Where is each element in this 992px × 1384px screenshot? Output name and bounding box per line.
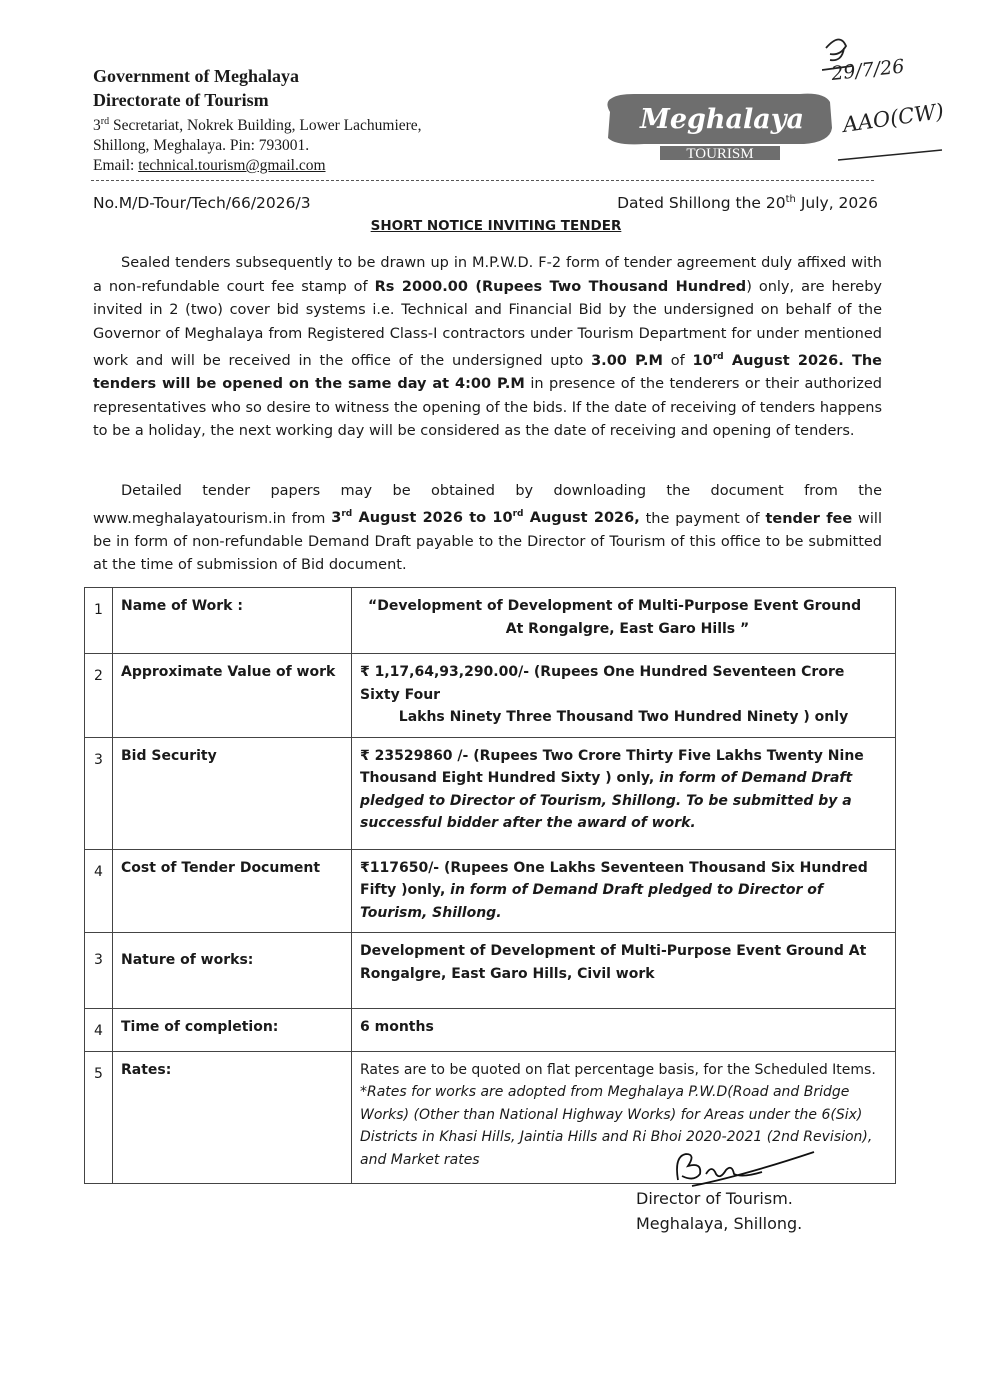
handwritten-aao: AAO(CW) <box>841 99 946 137</box>
row-key: Name of Work : <box>113 588 352 654</box>
paragraph-2: Detailed tender papers may be obtained by downloading the document from the www.meghalayatourism.in from 3rd August 2026 to 10rd August 2026, the payment of tender fee will be in form of non-refundable Demand Draft payable to the Director of Tourism of this office to be submitted at the time of submission of Bid document. <box>93 483 882 574</box>
letterhead <box>93 64 422 176</box>
row-value: “Development of Development of Multi-Purpose Event Ground At Rongalgre, East Garo Hills ” <box>352 588 896 654</box>
table-row <box>85 933 896 1009</box>
row-number: 3 <box>85 737 113 849</box>
row-number: 4 <box>85 1009 113 1052</box>
tender-details-table <box>84 587 896 1184</box>
separator-line <box>91 180 874 181</box>
row-value: 6 months <box>352 1009 896 1052</box>
row-key: Time of completion: <box>113 1009 352 1052</box>
row-number: 2 <box>85 654 113 738</box>
page-title: SHORT NOTICE INVITING TENDER <box>370 218 622 234</box>
handwritten-note <box>822 28 952 168</box>
row-value: ₹117650/- (Rupees One Lakhs Seventeen Thousand Six Hundred Fifty )only, in form of Demand Draft pledged to Director of Tourism, Shillong. <box>352 849 896 933</box>
table-row <box>85 588 896 654</box>
signer-title: Director of Tourism. <box>636 1189 793 1208</box>
address-line-1: 3rd Secretariat, Nokrek Building, Lower Lachumiere, <box>93 116 422 135</box>
row-key: Approximate Value of work <box>113 654 352 738</box>
email-link[interactable]: technical.tourism@gmail.com <box>138 157 326 175</box>
row-number: 5 <box>85 1051 113 1183</box>
address-line-2: Shillong, Meghalaya. Pin: 793001. <box>93 137 310 155</box>
ref-number: No.M/D-Tour/Tech/66/2026/3 <box>93 194 311 212</box>
ref-date: Dated Shillong the 20th July, 2026 <box>617 194 878 213</box>
row-number: 1 <box>85 588 113 654</box>
row-key: Cost of Tender Document <box>113 849 352 933</box>
row-value: Rates are to be quoted on flat percentage basis, for the Scheduled Items. *Rates for works are adopted from Meghalaya P.W.D(Road and Bridge Works) (Other than National Highway Works) for Areas under the 6(Six) Districts in Khasi Hills, Jaintia Hills and Ri Bhoi 2020-2021 (2nd Revision), and Market rates <box>352 1051 896 1183</box>
row-value: ₹ 1,17,64,93,290.00/- (Rupees One Hundred Seventeen Crore Sixty Four Lakhs Ninety Three Thousand Two Hundred Ninety ) only <box>352 654 896 738</box>
row-value: ₹ 23529860 /- (Rupees Two Crore Thirty Five Lakhs Twenty Nine Thousand Eight Hundred Sixty ) only, in form of Demand Draft pledged to Director of Tourism, Shillong. To be submitted by a successful bidder after the award of work. <box>352 737 896 849</box>
email-line: Email: technical.tourism@gmail.com <box>93 157 326 175</box>
row-value: Development of Development of Multi-Purpose Event Ground At Rongalgre, East Garo Hills, Civil work <box>352 933 896 1009</box>
row-key: Bid Security <box>113 737 352 849</box>
handwritten-date: 29/7/26 <box>830 55 906 85</box>
logo-subtext: TOURISM <box>686 146 754 160</box>
table-row <box>85 737 896 849</box>
org-name: Government of Meghalaya <box>93 66 299 86</box>
paragraph-1: Sealed tenders subsequently to be drawn up in M.P.W.D. F-2 form of tender agreement duly affixed with a non-refundable court fee stamp of Rs 2000.00 (Rupees Two Thousand Hundred) only, are hereby invited in 2 (two) cover bid systems i.e. Technical and Financial Bid by the undersigned on behalf of the Governor of Meghalaya from Registered Class-I contractors under Tourism Department for under mentioned work and will be received in the office of the undersigned upto 3.00 P.M of 10rd August 2026. The tenders will be opened on the same day at 4:00 P.M in presence of the tenderers or their authorized representatives who so desire to witness the opening of the bids. If the date of receiving of tenders happens to be a holiday, the next working day will be considered as the date of receiving and opening of tenders. <box>93 255 883 440</box>
meghalaya-tourism-logo <box>604 88 836 160</box>
table-row <box>85 654 896 738</box>
table-row <box>85 1009 896 1052</box>
row-key: Rates: <box>113 1051 352 1183</box>
logo-text: Meghalaya <box>639 104 805 135</box>
dept-name: Directorate of Tourism <box>93 90 269 110</box>
signer-location: Meghalaya, Shillong. <box>636 1214 803 1233</box>
row-number: 4 <box>85 849 113 933</box>
signer-block <box>636 1186 802 1236</box>
row-number: 3 <box>85 933 113 1009</box>
table-row <box>85 849 896 933</box>
row-key: Nature of works: <box>113 933 352 1009</box>
signature <box>672 1146 822 1191</box>
